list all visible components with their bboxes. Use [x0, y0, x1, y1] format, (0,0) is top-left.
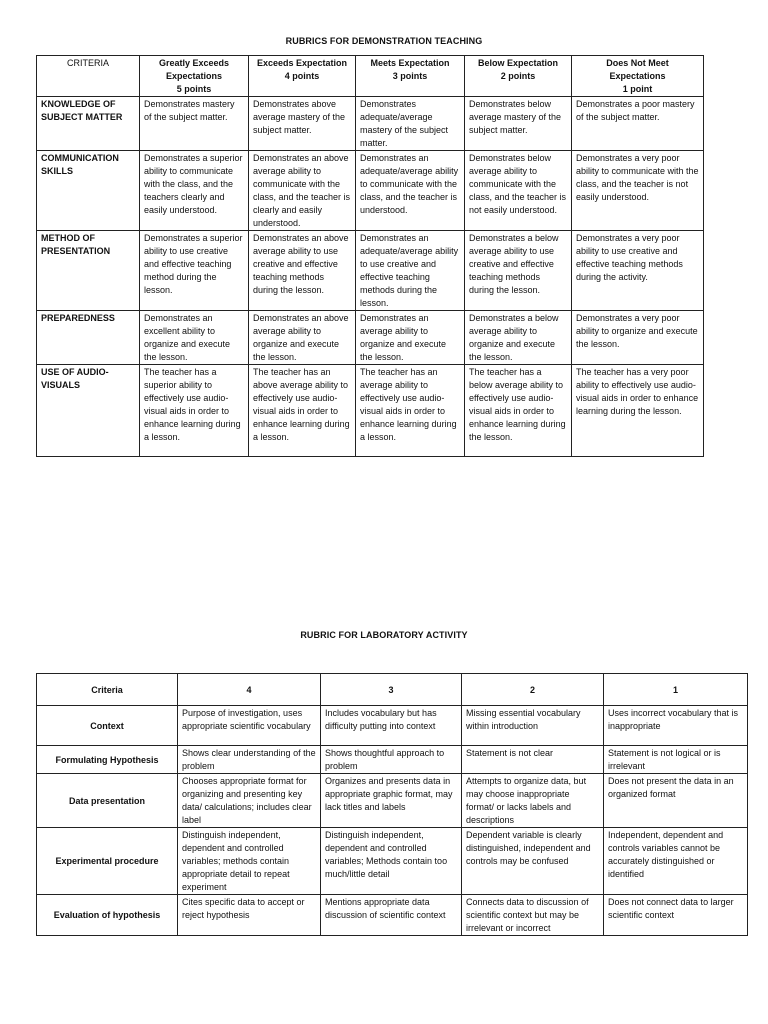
table-cell: Connects data to discussion of scientific context but may be irrelevant or incorrect [462, 895, 604, 936]
table-cell: The teacher has a below average ability to effectively use audio-visual aids in order to enhance learning during the lesson. [465, 365, 572, 457]
table-cell: Purpose of investigation, uses appropriate scientific vocabulary [178, 706, 321, 746]
table-cell: Demonstrates a superior ability to use creative and effective teaching method during the lesson. [140, 231, 249, 311]
table-cell: Does not connect data to larger scientific context [604, 895, 748, 936]
table-cell: Demonstrates below average ability to communicate with the class, and the teacher is not easily understood. [465, 151, 572, 231]
demonstration-teaching-rubric-table [36, 55, 704, 457]
table-cell: Independent, dependent and controls variables cannot be accurately distinguished or identified [604, 828, 748, 895]
header-4-points: Exceeds Expectation 4 points [249, 56, 356, 97]
header-row [37, 674, 748, 706]
table-cell: Demonstrates a very poor ability to communicate with the class, and the teacher is not easily understood. [572, 151, 704, 231]
table-cell: Dependent variable is clearly distinguished, independent and controls may be confused [462, 828, 604, 895]
table-cell: Demonstrates below average mastery of the subject matter. [465, 97, 572, 151]
table-cell: Shows clear understanding of the problem [178, 746, 321, 774]
criteria-cell: Formulating Hypothesis [37, 746, 178, 774]
table-cell: Chooses appropriate format for organizing and presenting key data/ calculations; includes clear label [178, 774, 321, 828]
table-row [37, 231, 704, 311]
table-cell: Shows thoughtful approach to problem [321, 746, 462, 774]
table-cell: Demonstrates a very poor ability to use creative and effective teaching methods during the activity. [572, 231, 704, 311]
table-cell: Cites specific data to accept or reject hypothesis [178, 895, 321, 936]
header-criteria: Criteria [37, 674, 178, 706]
table-row [37, 828, 748, 895]
criteria-cell: METHOD OF PRESENTATION [37, 231, 140, 311]
criteria-cell: Experimental procedure [37, 828, 178, 895]
table-cell: Demonstrates adequate/average mastery of the subject matter. [356, 97, 465, 151]
criteria-cell: USE OF AUDIO-VISUALS [37, 365, 140, 457]
table-cell: Demonstrates an excellent ability to organize and execute the lesson. [140, 311, 249, 365]
table-cell: Mentions appropriate data discussion of scientific context [321, 895, 462, 936]
criteria-cell: Evaluation of hypothesis [37, 895, 178, 936]
table-cell: Demonstrates an above average ability to use creative and effective teaching methods during the lesson. [249, 231, 356, 311]
table-cell: The teacher has a very poor ability to effectively use audio-visual aids in order to enhance learning during the lesson. [572, 365, 704, 457]
table-row [37, 151, 704, 231]
criteria-cell: Context [37, 706, 178, 746]
table-cell: Demonstrates a below average ability to organize and execute the lesson. [465, 311, 572, 365]
table-cell: Demonstrates an average ability to organize and execute the lesson. [356, 311, 465, 365]
laboratory-rubric-title: RUBRIC FOR LABORATORY ACTIVITY [300, 630, 468, 640]
table-cell: Does not present the data in an organized format [604, 774, 748, 828]
table-cell: Distinguish independent, dependent and controlled variables; methods contain appropriate detail to repeat experiment [178, 828, 321, 895]
criteria-cell: PREPAREDNESS [37, 311, 140, 365]
header-row [37, 56, 704, 97]
table-row [37, 97, 704, 151]
table-cell: Organizes and presents data in appropriate graphic format, may lack titles and labels [321, 774, 462, 828]
table-cell: Demonstrates mastery of the subject matter. [140, 97, 249, 151]
table-row [37, 311, 704, 365]
criteria-cell: KNOWLEDGE OF SUBJECT MATTER [37, 97, 140, 151]
header-2-points: Below Expectation 2 points [465, 56, 572, 97]
table-cell: Includes vocabulary but has difficulty putting into context [321, 706, 462, 746]
table-cell: Distinguish independent, dependent and controlled variables; Methods contain too much/little detail [321, 828, 462, 895]
header-score-1: 1 [604, 674, 748, 706]
table-cell: Demonstrates a below average ability to use creative and effective teaching methods during the lesson. [465, 231, 572, 311]
table-cell: Demonstrates an above average ability to organize and execute the lesson. [249, 311, 356, 365]
table-cell: Statement is not clear [462, 746, 604, 774]
table-cell: Uses incorrect vocabulary that is inappropriate [604, 706, 748, 746]
table-cell: Missing essential vocabulary within introduction [462, 706, 604, 746]
table-row [37, 365, 704, 457]
table-cell: The teacher has a superior ability to effectively use audio-visual aids in order to enhance learning during a lesson. [140, 365, 249, 457]
table-row [37, 895, 748, 936]
header-score-3: 3 [321, 674, 462, 706]
table-cell: The teacher has an average ability to effectively use audio-visual aids in order to enhance learning during a lesson. [356, 365, 465, 457]
header-5-points: Greatly Exceeds Expectations 5 points [140, 56, 249, 97]
table-row [37, 774, 748, 828]
table-cell: Statement is not logical or is irrelevant [604, 746, 748, 774]
header-score-2: 2 [462, 674, 604, 706]
header-3-points: Meets Expectation 3 points [356, 56, 465, 97]
table-cell: Demonstrates an adequate/average ability to use creative and effective teaching methods during the lesson. [356, 231, 465, 311]
table-cell: Attempts to organize data, but may choose inappropriate format/ or lacks labels and descriptions [462, 774, 604, 828]
table-cell: Demonstrates above average mastery of the subject matter. [249, 97, 356, 151]
table-row [37, 706, 748, 746]
criteria-cell: Data presentation [37, 774, 178, 828]
table-cell: Demonstrates a poor mastery of the subject matter. [572, 97, 704, 151]
header-criteria: CRITERIA [37, 56, 140, 97]
demonstration-rubric-title: RUBRICS FOR DEMONSTRATION TEACHING [285, 36, 483, 46]
table-cell: Demonstrates a very poor ability to organize and execute the lesson. [572, 311, 704, 365]
table-cell: Demonstrates an adequate/average ability to communicate with the class, and the teacher is understood. [356, 151, 465, 231]
laboratory-activity-rubric-table [36, 673, 748, 936]
table-cell: Demonstrates a superior ability to communicate with the class, and the teachers clearly and easily understood. [140, 151, 249, 231]
criteria-cell: COMMUNICATION SKILLS [37, 151, 140, 231]
table-cell: The teacher has an above average ability to effectively use audio-visual aids in order to enhance learning during a lesson. [249, 365, 356, 457]
table-row [37, 746, 748, 774]
table-cell: Demonstrates an above average ability to communicate with the class, and the teacher is clearly and easily understood. [249, 151, 356, 231]
header-1-point: Does Not Meet Expectations 1 point [572, 56, 704, 97]
header-score-4: 4 [178, 674, 321, 706]
